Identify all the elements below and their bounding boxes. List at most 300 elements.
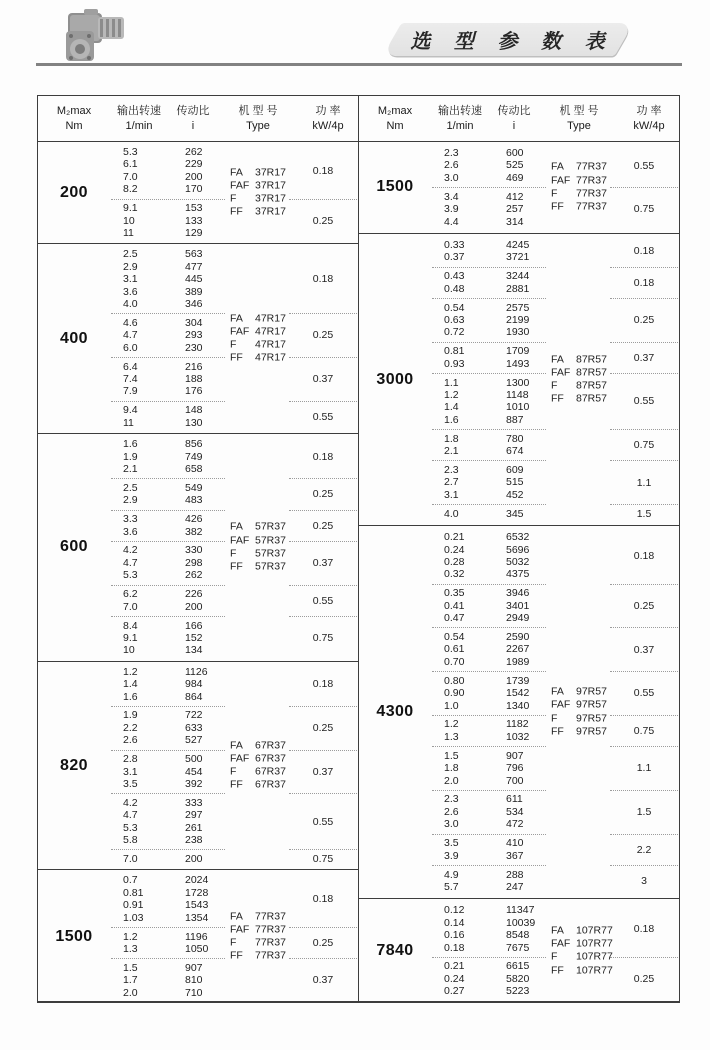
dotted-rule	[111, 199, 225, 200]
ratio-value: 262	[185, 569, 203, 582]
power-value: 0.25	[312, 519, 334, 532]
table-row	[359, 377, 679, 389]
ratio-value: 6532	[506, 531, 530, 544]
type-model: 67R37	[255, 765, 286, 778]
table-row	[38, 361, 358, 373]
type-model: 37R17	[255, 166, 286, 179]
speed-ratio-group	[38, 482, 358, 507]
type-model: 67R37	[255, 739, 286, 752]
type-label	[551, 366, 607, 379]
ratio-value: 525	[506, 159, 524, 172]
speed-value: 2.1	[444, 445, 459, 458]
ratio-value: 216	[185, 360, 203, 373]
speed-value: 11	[123, 226, 134, 239]
page-title: 选 型 参 数 表	[410, 31, 614, 53]
type-model: 67R37	[255, 752, 286, 765]
ratio-value: 477	[185, 260, 203, 273]
speed-value: 0.63	[444, 313, 465, 326]
speed-value: 1.8	[444, 432, 459, 445]
type-list	[230, 739, 286, 792]
type-model: 47R17	[255, 351, 286, 364]
ratio-value: 984	[185, 678, 203, 691]
ratio-value: 6615	[506, 960, 530, 973]
type-model: 77R37	[576, 174, 607, 187]
speed-ratio-group	[359, 508, 679, 520]
table-row	[38, 778, 358, 790]
type-prefix: F	[551, 187, 558, 200]
power-value: 0.18	[312, 450, 334, 463]
type-model: 97R57	[576, 725, 607, 738]
col-header-type	[218, 104, 298, 133]
speed-ratio-group	[38, 753, 358, 790]
power-value: 0.25	[312, 329, 334, 342]
power-value: 2.2	[636, 843, 652, 856]
speed-value: 3.4	[444, 190, 459, 203]
speed-ratio-group	[38, 438, 358, 475]
speed-ratio-group	[38, 709, 358, 746]
ratio-value: 293	[185, 329, 203, 342]
table-row	[359, 531, 679, 543]
type-prefix: F	[551, 950, 558, 963]
ratio-value: 722	[185, 709, 203, 722]
ratio-value: 1739	[506, 674, 530, 687]
table-row	[38, 874, 358, 886]
power-value: 0.75	[633, 203, 655, 216]
type-label	[551, 951, 613, 964]
speed-ratio-group	[359, 718, 679, 743]
type-prefix: FAF	[551, 699, 571, 712]
ratio-value: 1728	[185, 886, 209, 899]
speed-value: 4.2	[123, 544, 138, 557]
type-label	[551, 161, 607, 174]
speed-value: 1.3	[123, 942, 138, 955]
ratio-value: 392	[185, 777, 203, 790]
speed-value: 2.0	[123, 986, 138, 999]
dotted-rule	[289, 401, 357, 402]
speed-ratio-group	[38, 962, 358, 999]
ratio-value: 1148	[506, 389, 529, 401]
type-label	[230, 179, 286, 192]
ratio-value: 2575	[506, 301, 530, 314]
speed-value: 2.2	[123, 721, 138, 734]
ratio-value: 674	[506, 445, 524, 458]
dotted-rule	[289, 199, 357, 200]
ratio-value: 297	[185, 809, 203, 822]
table-row	[38, 709, 358, 721]
type-label	[551, 712, 607, 725]
col-header-ratio	[489, 104, 539, 133]
table-row	[38, 385, 358, 397]
table-row	[359, 960, 679, 972]
speed-ratio-group	[38, 931, 358, 956]
table-header	[359, 96, 679, 142]
speed-value: 4.7	[123, 809, 138, 822]
power-value: 0.75	[312, 632, 334, 645]
m2max-value: 1500	[376, 178, 414, 196]
speed-value: 7.4	[123, 373, 138, 385]
speed-value: 3.9	[444, 849, 459, 862]
power-value: 0.25	[633, 599, 655, 612]
power-value: 0.25	[312, 936, 334, 949]
m2max-value: 400	[60, 329, 88, 347]
speed-value: 2.3	[444, 793, 459, 806]
dotted-rule	[111, 401, 225, 402]
ratio-value: 2199	[506, 313, 530, 326]
type-model: 47R17	[255, 338, 286, 351]
ratio-value: 261	[185, 821, 203, 834]
m2max-section	[38, 870, 358, 1003]
ratio-value: 549	[185, 481, 203, 494]
table-row	[38, 797, 358, 809]
type-label	[230, 752, 286, 765]
ratio-value: 1493	[506, 357, 530, 370]
col-label: 传动比	[497, 105, 531, 117]
table-row	[359, 414, 679, 426]
right-sections	[359, 142, 679, 1003]
dotted-rule	[432, 834, 546, 835]
power-value: 0.75	[633, 724, 655, 737]
type-label	[230, 910, 286, 923]
dotted-rule	[289, 510, 357, 511]
type-list	[230, 312, 286, 365]
table-row	[359, 818, 679, 830]
speed-value: 2.7	[444, 476, 459, 489]
ratio-value: 129	[185, 226, 203, 239]
ratio-value: 11347	[506, 904, 535, 917]
ratio-value: 188	[185, 373, 203, 385]
speed-value: 3.6	[123, 525, 138, 538]
dotted-rule	[610, 790, 678, 791]
type-prefix: FF	[230, 560, 243, 573]
type-prefix: FA	[230, 166, 243, 179]
ratio-groups	[38, 438, 358, 657]
table-row	[359, 464, 679, 476]
speed-value: 4.7	[123, 329, 138, 342]
ratio-value: 426	[185, 513, 203, 526]
type-prefix: FF	[551, 964, 564, 977]
speed-value: 3.9	[444, 203, 459, 216]
power-value: 1.5	[636, 806, 652, 819]
type-prefix: FF	[230, 351, 243, 364]
m2max-value: 820	[60, 756, 88, 774]
power-value: 0.18	[633, 923, 655, 936]
table-row	[38, 286, 358, 298]
ratio-value: 3721	[506, 251, 530, 264]
type-prefix: F	[230, 338, 237, 351]
m2max-value: 200	[60, 183, 88, 201]
speed-value: 0.21	[444, 531, 465, 544]
speed-ratio-group	[38, 666, 358, 703]
speed-value: 8.2	[123, 183, 138, 196]
ratio-value: 166	[185, 619, 203, 632]
table-row	[359, 191, 679, 203]
dotted-rule	[432, 429, 546, 430]
speed-value: 1.7	[123, 974, 138, 987]
ratio-value: 412	[506, 190, 524, 203]
power-value: 0.55	[633, 395, 655, 408]
table-row	[38, 734, 358, 746]
col-label: M₂max	[56, 105, 92, 117]
table-row	[38, 753, 358, 765]
power-value: 0.18	[312, 164, 334, 177]
dotted-rule	[610, 187, 678, 188]
ratio-value: 2267	[506, 643, 530, 656]
col-label: 传动比	[176, 105, 210, 117]
col-header-ratio	[168, 104, 218, 133]
table-row	[359, 700, 679, 712]
type-label	[230, 352, 286, 365]
type-label	[230, 166, 286, 179]
type-model: 97R57	[576, 685, 607, 698]
col-unit: 1/min	[446, 119, 474, 132]
col-label: M₂max	[377, 105, 413, 117]
ratio-value: 749	[185, 450, 203, 463]
power-value: 0.37	[633, 643, 655, 656]
speed-value: 9.1	[123, 202, 138, 215]
speed-value: 3.6	[123, 285, 138, 298]
m2max-value: 3000	[376, 370, 414, 388]
power-value: 0.18	[633, 245, 655, 258]
type-prefix: FF	[230, 205, 243, 218]
speed-value: 5.7	[444, 880, 459, 893]
ratio-value: 304	[185, 316, 203, 329]
dotted-rule	[432, 627, 546, 628]
type-label	[230, 312, 286, 325]
ratio-value: 8548	[506, 929, 530, 942]
ratio-value: 238	[185, 834, 203, 847]
power-value: 0.75	[312, 853, 334, 866]
col-header-speed	[110, 104, 168, 133]
table-row	[38, 987, 358, 999]
table-row	[38, 317, 358, 329]
type-prefix: FA	[230, 312, 243, 325]
m2max-value: 7840	[376, 941, 414, 959]
speed-value: 1.4	[444, 401, 459, 414]
dotted-rule	[111, 357, 225, 358]
type-model: 37R17	[255, 205, 286, 218]
speed-ratio-group	[38, 853, 358, 865]
table-row	[359, 985, 679, 997]
ratio-value: 410	[506, 837, 524, 850]
ratio-value: 229	[185, 158, 203, 171]
type-prefix: FA	[551, 685, 564, 698]
type-model: 97R57	[576, 699, 607, 712]
power-value: 1.5	[636, 507, 652, 520]
dotted-rule	[111, 510, 225, 511]
dotted-rule	[432, 957, 546, 958]
dotted-rule	[610, 460, 678, 461]
m2max-section	[38, 434, 358, 662]
type-prefix: FA	[551, 924, 564, 937]
ratio-groups	[38, 666, 358, 866]
ratio-value: 200	[185, 600, 203, 613]
speed-ratio-group	[38, 588, 358, 613]
speed-value: 2.6	[444, 159, 459, 172]
type-list	[230, 521, 286, 574]
ratio-value: 2949	[506, 612, 530, 625]
speed-value: 1.6	[123, 690, 138, 703]
table-row	[38, 666, 358, 678]
type-label	[551, 201, 607, 214]
table-row	[38, 248, 358, 260]
speed-value: 1.2	[123, 930, 138, 943]
speed-value: 7.0	[123, 853, 138, 865]
ratio-value: 1050	[185, 942, 209, 955]
ratio-value: 796	[506, 762, 524, 775]
speed-value: 1.03	[123, 911, 144, 924]
speed-ratio-group	[359, 302, 679, 339]
table-row	[38, 620, 358, 632]
ratio-value: 2881	[506, 282, 530, 295]
ratio-value: 345	[506, 507, 524, 520]
type-label	[551, 393, 607, 406]
dotted-rule	[111, 793, 225, 794]
ratio-value: 257	[506, 203, 524, 216]
ratio-value: 1989	[506, 655, 530, 668]
type-label	[230, 937, 286, 950]
ratio-value: 176	[185, 385, 203, 398]
speed-value: 1.1	[444, 376, 459, 389]
speed-value: 7.9	[123, 385, 138, 398]
speed-value: 3.1	[123, 273, 138, 286]
ratio-value: 658	[185, 462, 203, 475]
table-row	[359, 489, 679, 501]
col-unit: Type	[246, 119, 270, 132]
dotted-rule	[432, 790, 546, 791]
speed-value: 4.4	[444, 215, 459, 228]
ratio-value: 152	[185, 631, 203, 644]
power-value: 0.55	[312, 815, 334, 828]
gear-motor-photo	[40, 5, 150, 65]
ratio-value: 1930	[506, 326, 530, 339]
dotted-rule	[289, 849, 357, 850]
type-label	[230, 950, 286, 963]
table-row	[359, 750, 679, 762]
dotted-rule	[289, 616, 357, 617]
type-list	[551, 925, 613, 978]
ratio-value: 5223	[506, 985, 530, 998]
ratio-groups	[359, 904, 679, 997]
power-value: 0.18	[312, 893, 334, 906]
type-prefix: F	[230, 765, 237, 778]
dotted-rule	[432, 342, 546, 343]
table-row	[38, 298, 358, 310]
type-label	[230, 193, 286, 206]
speed-value: 1.4	[123, 678, 138, 691]
selection-parameter-table	[37, 95, 680, 1003]
dotted-rule	[610, 715, 678, 716]
speed-ratio-group	[359, 631, 679, 668]
m2max-section	[38, 662, 358, 871]
type-list	[551, 686, 607, 739]
speed-value: 3.0	[444, 171, 459, 184]
speed-value: 2.6	[123, 734, 138, 747]
ratio-value: 534	[506, 805, 524, 818]
speed-value: 0.43	[444, 270, 465, 283]
table-row	[359, 904, 679, 916]
speed-value: 0.14	[444, 916, 465, 929]
col-label: 输出转速	[117, 105, 161, 117]
col-header-type	[539, 104, 619, 133]
col-header-m2max	[359, 104, 431, 133]
ratio-value: 907	[506, 749, 524, 762]
dotted-rule	[610, 957, 678, 958]
speed-value: 8.4	[123, 619, 138, 632]
m2max-value: 4300	[376, 703, 414, 721]
power-value: 0.75	[633, 439, 655, 452]
ratio-groups	[359, 531, 679, 893]
speed-value: 1.8	[444, 762, 459, 775]
table-row	[359, 587, 679, 599]
col-unit: Nm	[65, 119, 83, 132]
ratio-value: 134	[185, 644, 203, 657]
table-row	[359, 631, 679, 643]
speed-ratio-group	[359, 345, 679, 370]
table-row	[359, 147, 679, 159]
speed-ratio-group	[359, 960, 679, 997]
speed-value: 7.0	[123, 170, 138, 183]
ratio-groups	[359, 239, 679, 520]
speed-ratio-group	[359, 191, 679, 228]
ratio-value: 700	[506, 774, 524, 787]
dotted-rule	[111, 750, 225, 751]
ratio-value: 7675	[506, 941, 530, 954]
dotted-rule	[610, 373, 678, 374]
dotted-rule	[289, 927, 357, 928]
ratio-value: 230	[185, 341, 203, 354]
type-prefix: FA	[230, 521, 243, 534]
speed-value: 0.27	[444, 985, 465, 998]
type-model: 37R17	[255, 192, 286, 205]
ratio-value: 4375	[506, 568, 530, 581]
speed-ratio-group	[359, 675, 679, 712]
type-label	[230, 547, 286, 560]
power-value: 0.55	[633, 159, 655, 172]
type-prefix: F	[551, 712, 558, 725]
speed-ratio-group	[38, 544, 358, 581]
speed-value: 9.4	[123, 404, 138, 417]
speed-value: 0.33	[444, 238, 465, 251]
ratio-value: 472	[506, 818, 524, 831]
col-header-power	[619, 104, 679, 133]
table-header	[38, 96, 358, 142]
m2max-section	[359, 899, 679, 1002]
power-value: 0.37	[312, 373, 334, 386]
power-value: 0.55	[312, 410, 334, 423]
m2max-section	[38, 142, 358, 244]
type-label	[551, 938, 613, 951]
m2max-section	[359, 526, 679, 899]
type-label	[230, 739, 286, 752]
header-rule	[36, 63, 682, 66]
ratio-value: 600	[506, 147, 524, 159]
dotted-rule	[432, 671, 546, 672]
ratio-value: 5032	[506, 555, 530, 568]
speed-ratio-group	[38, 361, 358, 398]
power-value: 0.37	[312, 765, 334, 778]
speed-ratio-group	[359, 837, 679, 862]
type-model: 107R77	[576, 964, 613, 977]
dotted-rule	[610, 342, 678, 343]
table-row	[38, 438, 358, 450]
table-row	[359, 612, 679, 624]
speed-ratio-group	[38, 404, 358, 429]
speed-value: 3.5	[444, 837, 459, 850]
speed-ratio-group	[359, 531, 679, 581]
ratio-value: 5820	[506, 972, 530, 985]
speed-value: 3.0	[444, 818, 459, 831]
type-label	[551, 686, 607, 699]
